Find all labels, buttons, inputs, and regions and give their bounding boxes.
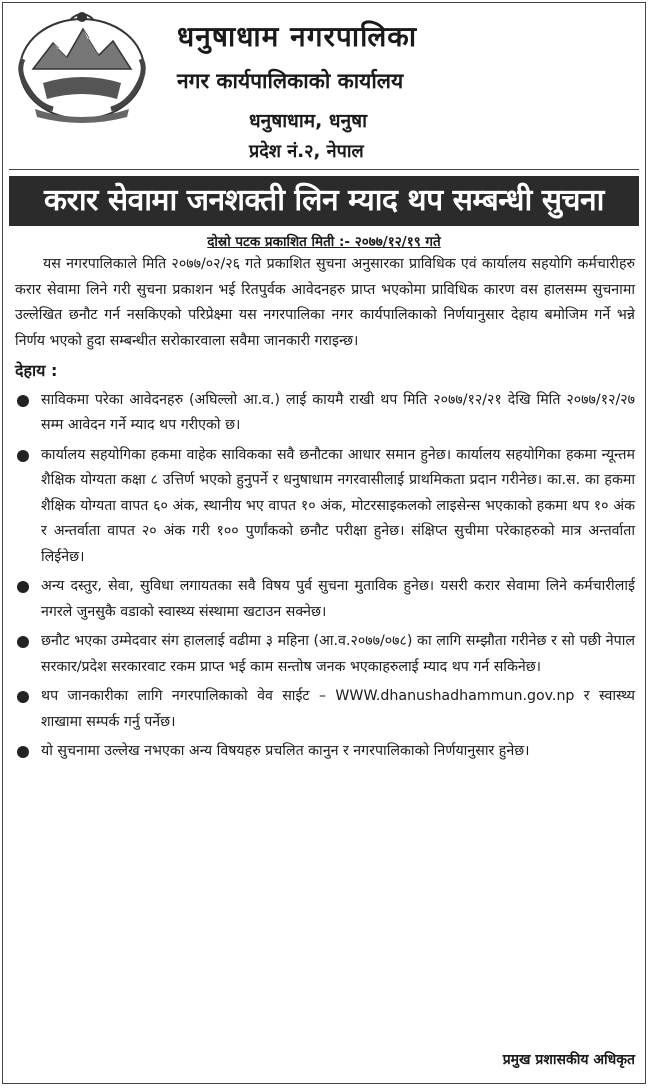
bullet-icon	[17, 636, 29, 648]
intro-paragraph: यस नगरपालिकाले मिति २०७७/०२/२६ गते प्रकाशित सुचना अनुसारका प्राविधिक एवं कार्यालय सहयोगि कर्मचारीहरु करार सेवामा लिने गरी सुचना प्रकाशन भई रितपुर्वक आवेदनहरु प्राप्त भएकोमा प्राविधिक कारण वस हालसम्म सुचनामा उल्लेखित छनौट गर्न नसकिएको परिप्रेक्ष्मा यस नगरपालिका नगर कार्यपालिकाको निर्णयानुसार देहाय बमोजिम गर्ने भन्ने निर्णय भएको हुदा सम्बन्धीत सरोकारवाला सवैमा जानकारी गराइन्छ।	[15, 256, 635, 349]
point-text: कार्यालय सहयोगिका हकमा वाहेक साविकका सवै छनौटका आधार समान हुनेछ। कार्यालय सहयोगिका हकमा न्यून्तम शैक्षिक योग्यता कक्षा ८ उत्तिर्ण भएको हुनुपर्ने र धनुषाधाम नगरवासीलाई प्राथमिकता प्रदान गरीनेछ। का.स. का हकमा शैक्षिक योग्यता वापत ६० अंक, स्थानीय भए वापत १० अंक, मोटरसाइकलको लाइसेन्स भएकाको हकमा थप १० अंक र अन्तर्वाता वापत २० अंक गरी १०० पुर्णांकको छनौट परीक्षा हुनेछ। संक्षिप्त सुचीमा परेकाहरुको मात्र अन्तर्वाता लिईनेछ।	[41, 446, 635, 565]
nepal-government-emblem-icon	[13, 9, 151, 125]
notice-title: करार सेवामा जनशक्ती लिन म्याद थप सम्बन्धी सुचना	[9, 176, 639, 226]
dehaya-label: देहाय :	[15, 361, 58, 380]
office-name: नगर कार्यपालिकाको कार्यालय	[177, 69, 404, 93]
bullet-icon	[17, 450, 29, 462]
list-item	[15, 574, 635, 625]
list-item	[15, 739, 635, 765]
point-text: साविकमा परेका आवेदनहरु (अघिल्लो आ.व.) लाई कायमै राखी थप मिति २०७७/१२/२१ देखि मिति २०७७/१२/२७ सम्म आवेदन गर्ने म्याद थप गरीएको छ।	[41, 391, 635, 433]
points-list	[15, 388, 635, 765]
notice-body	[3, 252, 645, 765]
address: धनुषाधाम, धनुषा	[249, 110, 368, 132]
list-item	[15, 684, 635, 735]
bullet-icon	[17, 746, 29, 758]
signatory: प्रमुख प्रशासकीय अधिकृत	[502, 1052, 635, 1068]
bullet-icon	[17, 395, 29, 407]
notice-document	[2, 2, 646, 1084]
list-item	[15, 388, 635, 439]
list-item	[15, 629, 635, 680]
point-text: यो सुचनामा उल्लेख नभएका अन्य विषयहरु प्रचलित कानुन र नगरपालिकाको निर्णयानुसार हुनेछ।	[41, 743, 530, 759]
list-item	[15, 443, 635, 571]
municipality-name: धनुषाधाम नगरपालिका	[177, 20, 418, 53]
bullet-icon	[17, 581, 29, 593]
point-text: छनौट भएका उम्मेदवार संग हाललाई वढीमा ३ महिना (आ.व.२०७७/०७८) का लागि सम्झौता गरीनेछ र सो पछी नेपाल सरकार/प्रदेश सरकारवाट रकम प्राप्त भई काम सन्तोष जनक भएकाहरुलाई म्याद थप गर्न सकिनेछ।	[41, 633, 635, 675]
province: प्रदेश नं.२, नेपाल	[249, 141, 364, 162]
bullet-icon	[17, 691, 29, 703]
publication-date: दोस्रो पटक प्रकाशित मिती :- २०७७/१२/१९ गते	[207, 234, 441, 250]
point-text: अन्य दस्तुर, सेवा, सुविधा लगायतका सवै विषय पुर्व सुचना मुताविक हुनेछ। यसरी करार सेवामा लिने कर्मचारीलाई नगरले जुनसुकै वडाको स्वास्थ्य संस्थामा खटाउन सक्नेछ।	[41, 578, 635, 620]
point-text: थप जानकारीका लागि नगरपालिकाको वेव साईट – WWW.dhanushadhammun.gov.np र स्वास्थ्य शाखामा सम्पर्क गर्नु पर्नेछ।	[41, 688, 635, 730]
letterhead	[9, 3, 639, 170]
